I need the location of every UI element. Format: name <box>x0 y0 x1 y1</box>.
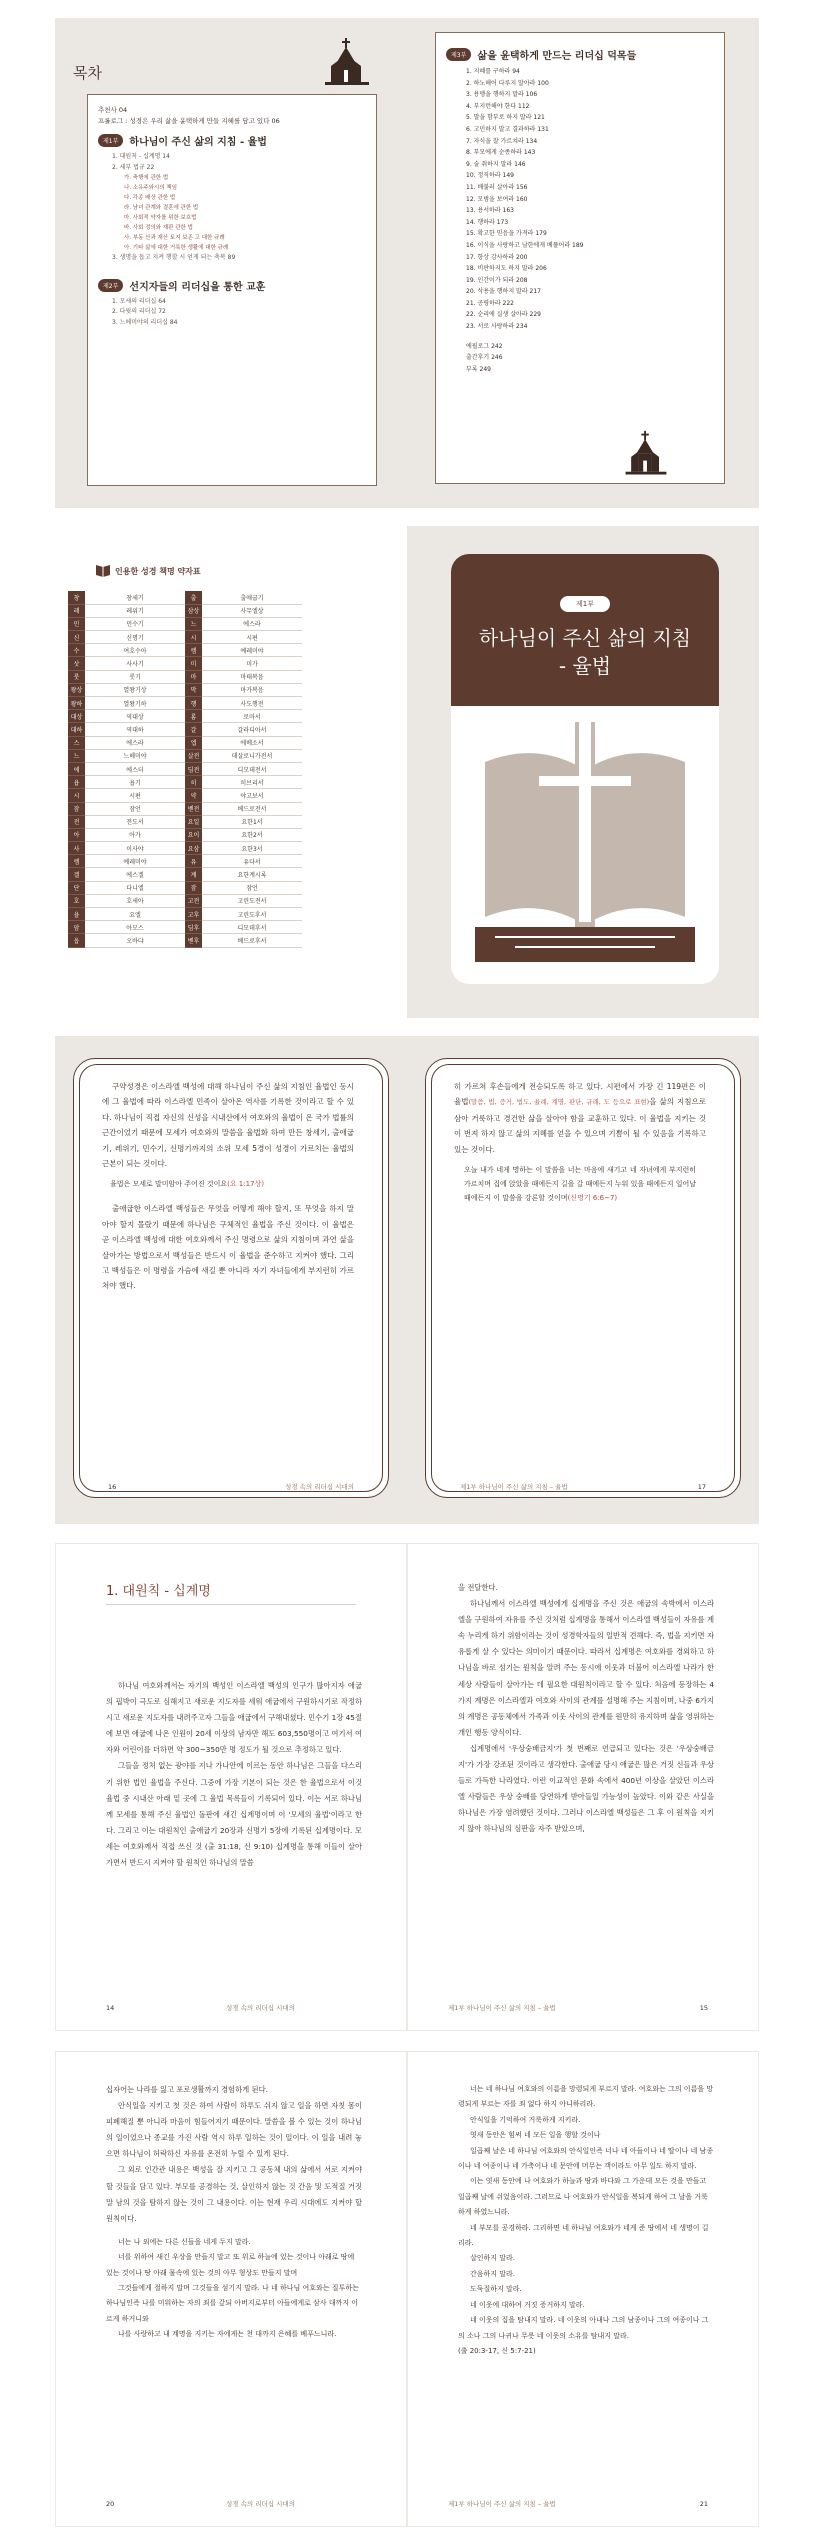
toc-entry[interactable]: 사. 부동 산과 재산 토지 보존 고 대한 규례 <box>124 235 225 241</box>
part-title <box>451 624 719 680</box>
scripture-quote <box>110 1177 354 1191</box>
abbr-page <box>55 526 407 1018</box>
table-row <box>68 697 302 710</box>
running-title: 성경 속의 리더십 시대의 <box>226 2004 295 2012</box>
book-name-cell: 디모데전서 <box>202 762 302 775</box>
chapter-1-title: 하나님이 주신 삶의 지침 - 율법 <box>129 137 267 148</box>
table-row <box>68 591 302 604</box>
list-item: 이는 엿새 동안에 나 여호와가 하늘과 땅과 바다와 그 가운데 모든 것을 만들고 일곱째 날에 쉬었음이라. 그러므로 나 여호와가 안식일을 복되게 하여 그 날을 거룩하게 하였느니라. <box>458 2177 708 2217</box>
book-name-cell: 잠언 <box>85 802 185 815</box>
toc-entry[interactable]: 19. 인간이가 되라 208 <box>466 276 528 284</box>
book-name-cell: 여호수아 <box>85 644 185 657</box>
abbr-cell: 요일 <box>185 815 202 828</box>
book-name-cell: 느헤미야 <box>85 749 185 762</box>
list-item: 네 부모를 공경하라. 그리하면 네 하나님 여호와가 네게 준 땅에서 네 생명이 길리라. <box>458 2223 709 2248</box>
page-number: 17 <box>697 1483 706 1491</box>
toc-spread <box>55 18 759 508</box>
abbr-cell: 요이 <box>185 828 202 841</box>
book-name-cell: 야고보서 <box>202 789 302 802</box>
book-name-cell: 고린도전서 <box>202 894 302 907</box>
commandment-list <box>458 2082 714 2344</box>
abbr-cell: 유 <box>185 855 202 868</box>
abbr-cell: 욥 <box>68 776 85 789</box>
running-title: 성경 속의 리더십 시대의 <box>285 1483 354 1491</box>
book-name-cell: 요한2서 <box>202 828 302 841</box>
book-name-cell: 잠언 <box>202 881 302 894</box>
running-title: 제1부 하나님이 주신 삶의 지침 – 율법 <box>448 2500 556 2508</box>
table-row <box>68 670 302 683</box>
abbr-cell: 벧전 <box>185 802 202 815</box>
toc-entry[interactable]: 라. 남녀 관계와 결혼에 관한 법 <box>124 205 199 211</box>
part-title-line-1: 하나님이 주신 삶의 지침 <box>478 626 692 650</box>
abbr-cell: 고후 <box>185 908 202 921</box>
table-row <box>68 921 302 934</box>
chapter-3-title: 삶을 윤택하게 만드는 리더십 덕목들 <box>477 51 637 62</box>
table-row <box>68 855 302 868</box>
section-heading: 1. 대원칙 - 십계명 <box>106 1584 211 1599</box>
abbr-cell: 잠 <box>68 802 85 815</box>
abbr-cell: 히 <box>185 776 202 789</box>
ornamental-frame <box>73 1058 389 1498</box>
running-title: 제1부 하나님이 주신 삶의 지침 – 율법 <box>460 1483 568 1491</box>
body-text <box>106 1678 362 1871</box>
text-left-page <box>55 2051 407 2527</box>
book-name-cell: 아가 <box>85 828 185 841</box>
list-item: 네 이웃에 대하여 거짓 증거하지 말라. <box>470 2300 585 2309</box>
book-name-cell: 룻기 <box>85 670 185 683</box>
book-name-cell: 사사기 <box>85 657 185 670</box>
abbr-cell: 호 <box>68 894 85 907</box>
page-number: 15 <box>699 2004 708 2012</box>
abbr-cell: 수 <box>68 644 85 657</box>
toc-panel-right <box>435 32 725 484</box>
abbr-table <box>68 591 302 948</box>
toc-entry[interactable]: 추천사 04 <box>98 106 128 114</box>
abbr-cell: 단 <box>68 881 85 894</box>
toc-entry[interactable]: 22. 순리에 실생 살아라 229 <box>466 311 541 319</box>
part-title-line-2: - 율법 <box>558 654 612 678</box>
abbr-cell: 아 <box>68 828 85 841</box>
paragraph-text: 을 삶의 지침으로 삼아 거룩하고 경건한 삶을 살아야 함을 교훈하고 있다. 이 율법을 지키는 것이 번져 하지 않고 삶의 지혜를 얻을 수 있으며 기쁨이 될 수 있음을 기록하고 있는 것이다. <box>454 1097 707 1154</box>
abbr-cell: 약 <box>185 789 202 802</box>
toc-entry[interactable]: 나. 소유주와시의 책임 <box>124 185 178 191</box>
toc-panel-left <box>87 94 377 486</box>
toc-entry[interactable]: 21. 공평하라 222 <box>466 299 514 307</box>
book-name-cell: 민수기 <box>85 617 185 630</box>
toc-chapter-1[interactable] <box>98 133 366 148</box>
body-text <box>458 2082 714 2359</box>
abbr-cell: 사 <box>68 842 85 855</box>
book-name-cell: 고린도후서 <box>202 908 302 921</box>
abbr-cell: 살전 <box>185 749 202 762</box>
table-row <box>68 644 302 657</box>
table-row <box>68 802 302 815</box>
toc-entry[interactable]: 3. 생명을 돕고 지켜 행할 시 얻게 되는 축복 89 <box>112 254 236 261</box>
abbr-cell: 마 <box>185 670 202 683</box>
book-name-cell: 역대하 <box>85 723 185 736</box>
body-text <box>458 1580 714 1838</box>
commandment-list <box>106 2235 362 2343</box>
chapter-2-title: 선지자들의 리더십을 통한 교훈 <box>129 281 266 293</box>
table-row <box>68 776 302 789</box>
book-name-cell: 예레미야 <box>202 644 302 657</box>
toc-entry[interactable]: 20. 삭용을 행하지 말라 217 <box>466 288 541 296</box>
list-item: 간음하지 말라. <box>470 2269 516 2278</box>
book-name-cell: 베드로전서 <box>202 802 302 815</box>
abbr-cell: 고전 <box>185 894 202 907</box>
abbr-cell: 시 <box>185 631 202 644</box>
toc-entry[interactable]: 23. 서로 사랑하라 234 <box>466 323 528 331</box>
text-right-page <box>407 1543 759 2031</box>
table-row <box>68 881 302 894</box>
chapter-1-badge: 제1부 <box>98 134 123 147</box>
paragraph: 하나님께서 이스라엘 백성에게 십계명을 주신 것은 애굽의 속박에서 이스라엘을 구원하여 자유를 주신 것처럼 십계명을 통해서 이스라엘 백성들이 자유를 계속 누리게 하기 위함이라는 것이 성경학자들의 일반적 견해다. 즉, 법을 지키면 자유롭게 살 수 있다는 의미이기 때문이다. 따라서 십계명은 여호와를 경외하고 하나님을 바로 섬기는 원칙을 알려 주는 동시에 이웃과 더불어 이스라엘 나라가 한 세상 사람들이 살아가는 데 필요한 대원칙이라고 할 수 있다. 처음에 등장하는 4가지 계명은 이스라엘과 여호와 사이의 관계를 설명해 주는 지침이며, 나중 6가지의 계명은 공동체에서 가족과 이웃 사이의 관계를 원만히 유지하며 삶을 영위하는 개인 행동 양식이다. <box>458 1599 714 1737</box>
list-item: 네 이웃의 집을 탐내지 말라. 네 이웃의 아내나 그의 남종이나 그의 여종이나 그의 소나 그의 나귀나 무릇 네 이웃의 소유를 탐내지 말라. <box>458 2316 709 2340</box>
toc-entry[interactable]: 2. 하노해어 다루지 말아라 100 <box>466 79 549 87</box>
toc-entry[interactable]: 5. 말을 함부로 하지 말라 121 <box>466 114 545 122</box>
abbr-cell: 벧후 <box>185 934 202 947</box>
paragraph: 을 전달한다. <box>458 1583 498 1592</box>
toc-title: 목차 <box>73 64 102 82</box>
heading-rule <box>106 1604 356 1605</box>
table-row <box>68 604 302 617</box>
book-name-cell: 디모데후서 <box>202 921 302 934</box>
quote-text: 오늘 내가 네게 명하는 이 말씀을 너는 마음에 새기고 네 자녀에게 부지런히 가르치며 집에 앉았을 때에든지 길을 갈 때에든지 누워 있을 때에든지 일어날 때에든지 이 말씀을 강론할 것이며 <box>464 1166 696 1203</box>
toc-chapter-3[interactable] <box>446 47 714 62</box>
list-item: 너를 위하여 새긴 우상을 만들지 말고 또 위로 하늘에 있는 것이나 아래로 땅에 있는 것이나 땅 아래 물속에 있는 것의 아무 형상도 만들지 말며 <box>106 2253 355 2277</box>
toc-entry[interactable]: 18. 비판하지도 하지 말라 206 <box>466 265 547 273</box>
book-name-cell: 시편 <box>85 789 185 802</box>
running-title: 성경 속의 리더십 시대의 <box>226 2500 295 2508</box>
book-name-cell: 로마서 <box>202 710 302 723</box>
running-title: 제1부 하나님이 주신 삶의 지침 – 율법 <box>448 2004 556 2012</box>
toc-entry[interactable]: 12. 모범을 보여라 160 <box>466 195 528 203</box>
book-name-cell: 요한계시록 <box>202 868 302 881</box>
toc-entry[interactable]: 9. 술 취하지 말라 146 <box>466 160 526 168</box>
book-name-cell: 에스라 <box>85 736 185 749</box>
toc-back-matter <box>446 341 714 376</box>
book-name-cell: 역대상 <box>85 710 185 723</box>
page-number: 20 <box>106 2500 115 2508</box>
abbr-cell: 왕상 <box>68 683 85 696</box>
table-row <box>68 749 302 762</box>
toc-entry[interactable]: 8. 부모에게 순종하라 143 <box>466 149 536 157</box>
abbr-cell: 엡 <box>185 736 202 749</box>
toc-entry[interactable]: 1. 지혜를 구하라 94 <box>466 68 520 75</box>
toc-entry[interactable]: 에필로그 242 <box>466 342 503 350</box>
abbr-cell: 암 <box>68 921 85 934</box>
book-name-cell: 다니엘 <box>85 881 185 894</box>
toc-entry[interactable]: 11. 배불러 살아라 156 <box>466 183 528 191</box>
table-row <box>68 868 302 881</box>
paragraph-text: 히 가르쳐 후손들에게 전승되도록 하고 있다. 시편에서 가장 긴 119편은 이 율법 <box>454 1082 706 1107</box>
book-name-cell: 사무엘상 <box>202 604 302 617</box>
abbr-cell: 렘 <box>68 855 85 868</box>
book-name-cell: 에베소서 <box>202 736 302 749</box>
part-cover-card <box>451 554 719 984</box>
quote-reference: (요 1:17상) <box>227 1180 265 1189</box>
toc-entry[interactable]: 1. 모세의 리더십 64 <box>112 297 166 305</box>
part-cover-page <box>407 526 759 1018</box>
book-name-cell: 미가 <box>202 657 302 670</box>
table-row <box>68 723 302 736</box>
text-left-page <box>55 1543 407 2031</box>
table-row <box>68 894 302 907</box>
quote-reference: (신명기 6:6~7) <box>567 1194 618 1203</box>
framed-right-text <box>454 1079 706 1213</box>
book-name-cell: 오바댜 <box>85 934 185 947</box>
paragraph: 십계명에서 '우상숭배금지'가 첫 번째로 언급되고 있다는 것은 '우상숭배금지'가 가장 강조된 것이라고 생각한다. 출애굽 당시 애굽은 많은 거짓 신들과 우상들로 가득한 나라였다. 이런 이교적인 문화 속에서 400년 이상을 살았던 이스라엘 사람들은 우상 숭배를 당연하게 받아들일 가능성이 높았다. 이와 같은 사실을 하나님은 가장 염려했던 것이다. 그러나 이스라엘 백성들은 그 후 이 원칙을 지키지 않아 하나님의 심판을 자주 받았으며, <box>458 1743 714 1834</box>
abbr-cell: 출 <box>185 591 202 604</box>
abbr-cell: 룻 <box>68 670 85 683</box>
book-name-cell: 요한1서 <box>202 815 302 828</box>
abbr-cell: 잠 <box>185 881 202 894</box>
part-badge: 제1부 <box>560 596 610 612</box>
abbr-cell: 시 <box>68 789 85 802</box>
table-row <box>68 617 302 630</box>
toc-entry[interactable]: 16. 이식을 사랑하고 남한에게 베풀어라 189 <box>466 241 584 249</box>
toc-chapter-2-items <box>98 297 366 329</box>
open-bible-cross-icon <box>475 722 695 962</box>
toc-entry[interactable]: 17. 항상 감사하라 200 <box>466 253 528 261</box>
toc-entry[interactable]: 13. 용서하라 163 <box>466 207 514 215</box>
highlight-text: (말씀, 법, 증거, 법도, 율례, 계명, 판단, 규례, 도 등으로 표현) <box>468 1098 650 1107</box>
book-name-cell: 마태복음 <box>202 670 302 683</box>
abbr-cell: 왕하 <box>68 697 85 710</box>
framed-spread <box>55 1036 759 1524</box>
toc-entry[interactable]: 바. 사회 정의와 재판 관한 법 <box>124 225 193 231</box>
abbr-cell: 계 <box>185 868 202 881</box>
toc-entry[interactable]: 10. 정직하라 149 <box>466 172 514 180</box>
page-number: 21 <box>699 2500 708 2508</box>
paragraph: 하나님 여호와께서는 자기의 백성인 이스라엘 백성의 인구가 많아지자 애굽의 핍박이 극도로 심해지고 새로운 지도자를 세워 애굽에서 구원하시기로 작정하시고 새로운 지도자를 내려주고자 그들을 애굽에서 구해내셨다. 민수기 1장 45절에 보면 애굽에 나온 인원이 20세 이상의 남자만 해도 603,550명이고 여기서 여자와 어린이를 더하면 약 300~350만 명 정도가 될 것으로 추정하고 있다. <box>106 1681 362 1755</box>
book-name-cell: 열왕기상 <box>85 683 185 696</box>
book-name-cell: 호세아 <box>85 894 185 907</box>
page-number: 16 <box>108 1483 117 1491</box>
book-name-cell: 베드로후서 <box>202 934 302 947</box>
paragraph: 출애굽한 이스라엘 백성들은 무엇을 어떻게 해야 할지, 또 무엇을 하지 말아야 할지 몰랐기 때문에 하나님은 구체적인 율법을 주신 것이다. 이 율법은 곧 이스라엘 백성에 대한 여호와께서 주신 명령으로 삶의 지침이며 과연 삶을 살아가는 방법으로서 백성들은 반드시 이 율법을 준수하고 지켜야 했다. 그리고 백성들은 이 명령을 가슴에 새길 뿐 아니라 자기 자녀들에게 부지런히 가르쳐야 했다. <box>102 1204 354 1291</box>
toc-entry[interactable]: 프롤로그 : 성경은 우리 삶을 윤택하게 만들 지혜를 담고 있다 06 <box>98 117 280 125</box>
abbr-cell: 욜 <box>68 908 85 921</box>
ornamental-frame <box>425 1058 741 1498</box>
abbr-cell: 신 <box>68 631 85 644</box>
toc-entry[interactable]: 2. 세부 법규 22 <box>112 163 155 171</box>
chapter-2-badge: 제2부 <box>98 279 123 292</box>
abbr-cell: 스 <box>68 736 85 749</box>
toc-left-page <box>55 18 407 508</box>
table-row <box>68 934 302 947</box>
paragraph: 그들을 정처 없는 광야를 지나 가나안에 이르는 동안 하나님은 그들을 다스리기 위한 법인 율법을 주신다. 그중에 가장 기본이 되는 것은 한 율법으로서 이것 율법 중 시내산 아래 밑 곳에 그 율법 목록들이 기록되어 있다. 이는 서로 하나님께 모세를 통해 주신 율법인 돌판에 새긴 십계명이며 이 '모세의 율법'이라고 한다. 그리고 이는 대원칙인 출애굽기 20장과 신명기 5장에 기록된 십계명이다. 모세는 여호와께서 직접 쓰신 것 (출 31:18, 신 9:10) 십계명을 통해 이들이 살아가면서 반드시 지켜야 할 원칙인 하나님의 말씀 <box>106 1761 362 1868</box>
abbr-cell: 겔 <box>68 868 85 881</box>
toc-chapter-3-items <box>446 66 714 333</box>
chapter-text-spread <box>55 1543 759 2031</box>
table-row <box>68 710 302 723</box>
abbr-cell: 행 <box>185 697 202 710</box>
abbr-cell: 민 <box>68 617 85 630</box>
abbr-cover-spread <box>55 526 759 1018</box>
book-name-cell: 레위기 <box>85 604 185 617</box>
abbr-cell: 대하 <box>68 723 85 736</box>
list-item: 너는 네 하나님 여호와의 이름을 망령되게 부르지 말라. 여호와는 그의 이름을 망령되게 부르는 자를 죄 없다 하지 아니하리라. <box>458 2085 714 2109</box>
table-row <box>68 657 302 670</box>
list-item: 너는 나 외에는 다른 신들을 네게 두지 말라. <box>118 2237 251 2246</box>
table-row <box>68 842 302 855</box>
body-text <box>106 2082 362 2343</box>
toc-entry[interactable]: 3. 느헤미야의 리더십 84 <box>112 318 178 326</box>
book-name-cell: 신명기 <box>85 631 185 644</box>
book-name-cell: 에스라 <box>202 617 302 630</box>
abbr-cell: 삿 <box>68 657 85 670</box>
table-row <box>68 631 302 644</box>
abbr-cell: 미 <box>185 657 202 670</box>
toc-entry[interactable]: 2. 다윗의 리더십 72 <box>112 308 166 315</box>
list-item: 도둑질하지 말라. <box>470 2285 522 2294</box>
book-name-cell: 예레미야 <box>85 855 185 868</box>
commandments-spread <box>55 2051 759 2527</box>
toc-chapter-2[interactable] <box>98 278 366 293</box>
table-row <box>68 762 302 775</box>
abbr-cell: 렘 <box>185 644 202 657</box>
list-item: 살인하지 말라. <box>470 2254 516 2263</box>
abbr-cell: 창 <box>68 591 85 604</box>
text-right-page <box>407 2051 759 2527</box>
book-name-cell: 마가복음 <box>202 683 302 696</box>
list-item: 안식일을 기억하여 거룩하게 지키라. <box>470 2115 581 2124</box>
toc-entry[interactable]: 부록 249 <box>466 365 491 373</box>
table-row <box>68 828 302 841</box>
abbr-cell: 삼상 <box>185 604 202 617</box>
table-row <box>68 736 302 749</box>
table-row <box>68 908 302 921</box>
table-row <box>68 815 302 828</box>
abbr-table-title: 인용한 성경 책명 약자표 <box>115 567 201 576</box>
chapter-3-badge: 제3부 <box>446 48 471 61</box>
paragraph <box>454 1079 706 1157</box>
book-name-cell: 에스겔 <box>85 868 185 881</box>
abbr-cell: 느 <box>185 617 202 630</box>
abbr-cell: 막 <box>185 683 202 696</box>
book-name-cell: 히브리서 <box>202 776 302 789</box>
book-name-cell: 데살로니가전서 <box>202 749 302 762</box>
abbr-cell: 갈 <box>185 723 202 736</box>
paragraph: 그 외로 인간관 내용은 백성을 잘 지키고 그 공동체 내의 삶에서 서로 지켜야 할 것들을 담고 있다. 부모를 공경하는 것, 살인하지 않는 것 간음 및 도적질 거짓말 남의 것을 탐하지 않는 것이 그 내용이다. 이는 현재 우리 시대에도 지켜야 할 원칙이다. <box>106 2165 362 2223</box>
abbr-cell: 딤전 <box>185 762 202 775</box>
framed-left-page <box>55 1036 407 1524</box>
page-number: 14 <box>106 2004 115 2012</box>
toc-right-page <box>407 18 759 508</box>
book-name-cell: 시편 <box>202 631 302 644</box>
scripture-reference: (출 20:3-17, 신 5:7-21) <box>458 2346 536 2355</box>
toc-entry[interactable]: 가. 축행에 관한 법 <box>124 175 169 181</box>
toc-entry[interactable]: 출간후기 246 <box>466 354 503 362</box>
book-name-cell: 출애굽기 <box>202 591 302 604</box>
toc-entry[interactable]: 15. 확고한 믿음을 가져라 179 <box>466 230 547 238</box>
toc-entry[interactable]: 6. 고민하지 말고 결과하라 131 <box>466 125 549 133</box>
list-item: 엿새 동안은 힘써 네 모든 일을 행할 것이나 <box>470 2131 601 2140</box>
list-item: 나를 사랑하고 내 계명을 지키는 자에게는 천 대까지 은혜를 베푸느니라. <box>118 2330 337 2339</box>
book-name-cell: 사도행전 <box>202 697 302 710</box>
framed-right-page <box>407 1036 759 1524</box>
book-name-cell: 이사야 <box>85 842 185 855</box>
table-row <box>68 789 302 802</box>
table-row <box>68 683 302 696</box>
book-name-cell: 전도서 <box>85 815 185 828</box>
list-item: 일곱째 날은 네 하나님 여호와의 안식일인즉 너나 네 아들이나 네 딸이나 네 남종이나 네 여종이나 네 가축이나 네 문안에 머무는 객이라도 아무 일도 하지 말라. <box>458 2146 714 2171</box>
book-name-cell: 에스더 <box>85 762 185 775</box>
book-name-cell: 욥기 <box>85 776 185 789</box>
paragraph: 안식일을 지키고 첫 것은 하여 사람이 하루도 쉬지 않고 일을 하면 자칫 몸이 피폐해질 뿐 아니라 마음이 힘들어지기 때문이다. 말씀을 볼 수 있는 것이 하나님의 일이었으나 종교를 가진 사람 역시 하루 일하는 것이 일이다. 이 일을 내려 놓으면 하나님이 허락하신 자유를 온전히 누릴 수 있게 된다. <box>106 2101 362 2159</box>
list-item: 그것들에게 절하지 말며 그것들을 섬기지 말라. 나 네 하나님 여호와는 질투하는 하나님인즉 나를 미워하는 자의 죄를 갚되 아버지로부터 아들에게로 삼사 대까지 이르게 하거니와 <box>106 2284 359 2323</box>
toc-entry[interactable]: 3. 용맹을 행하지 말라 106 <box>466 91 538 99</box>
abbr-cell: 롬 <box>185 710 202 723</box>
toc-entry[interactable]: 14. 행하라 173 <box>466 218 509 226</box>
toc-front-matter <box>98 105 366 127</box>
toc-chapter-1-items <box>98 152 366 264</box>
church-icon <box>323 36 371 92</box>
abbr-cell: 옵 <box>68 934 85 947</box>
framed-left-text <box>102 1079 354 1300</box>
scripture-quote <box>464 1163 696 1205</box>
toc-entry[interactable]: 마. 사회적 약자를 위한 보호법 <box>124 215 197 221</box>
paragraph: 구약성경은 이스라엘 백성에 대해 하나님이 주신 삶의 지침인 율법인 동시에 그 율법에 따라 이스라엘 민족이 살아온 역사를 기록한 것이라고 할 수 있다. 하나님이 직접 자신의 신성을 시내산에서 여호와의 율법이 온 국가 법률의 근간이었기 때문에 모세가 여호와의 말씀을 율법화 하여 만든 창세기, 출애굽기, 레위기, 민수기, 신명기까지의 소위 모세 5경이 성경이 가르치는 율법의 근본이 되는 것이다. <box>102 1082 354 1169</box>
book-name-cell: 갈라디아서 <box>202 723 302 736</box>
toc-entry[interactable]: 7. 자식을 잘 가르쳐라 134 <box>466 137 538 145</box>
book-name-cell: 창세기 <box>85 591 185 604</box>
abbr-cell: 대상 <box>68 710 85 723</box>
abbr-cell: 딤후 <box>185 921 202 934</box>
book-name-cell: 열왕기하 <box>85 697 185 710</box>
abbr-cell: 레 <box>68 604 85 617</box>
abbr-cell: 느 <box>68 749 85 762</box>
book-name-cell: 아모스 <box>85 921 185 934</box>
book-name-cell: 요엘 <box>85 908 185 921</box>
book-icon <box>95 563 111 577</box>
quote-text: 율법은 모세로 말미암아 주어진 것이요 <box>110 1180 228 1189</box>
toc-entry[interactable]: 4. 부지런해야 한다 112 <box>466 102 530 110</box>
book-name-cell: 유다서 <box>202 855 302 868</box>
toc-entry[interactable]: 1. 대원칙 - 십계명 14 <box>112 153 170 160</box>
church-icon <box>616 429 676 481</box>
abbr-cell: 에 <box>68 762 85 775</box>
paragraph: 십자어는 나라를 잃고 포로생활까지 경험하게 된다. <box>106 2085 268 2094</box>
abbr-cell: 전 <box>68 815 85 828</box>
toc-entry[interactable]: 아. 기타 삶에 대한 거룩한 생활에 대한 규례 <box>124 245 229 251</box>
book-name-cell: 요한3서 <box>202 842 302 855</box>
abbr-cell: 요삼 <box>185 842 202 855</box>
toc-entry[interactable]: 다. 각종 배상 관한 법 <box>124 195 176 201</box>
